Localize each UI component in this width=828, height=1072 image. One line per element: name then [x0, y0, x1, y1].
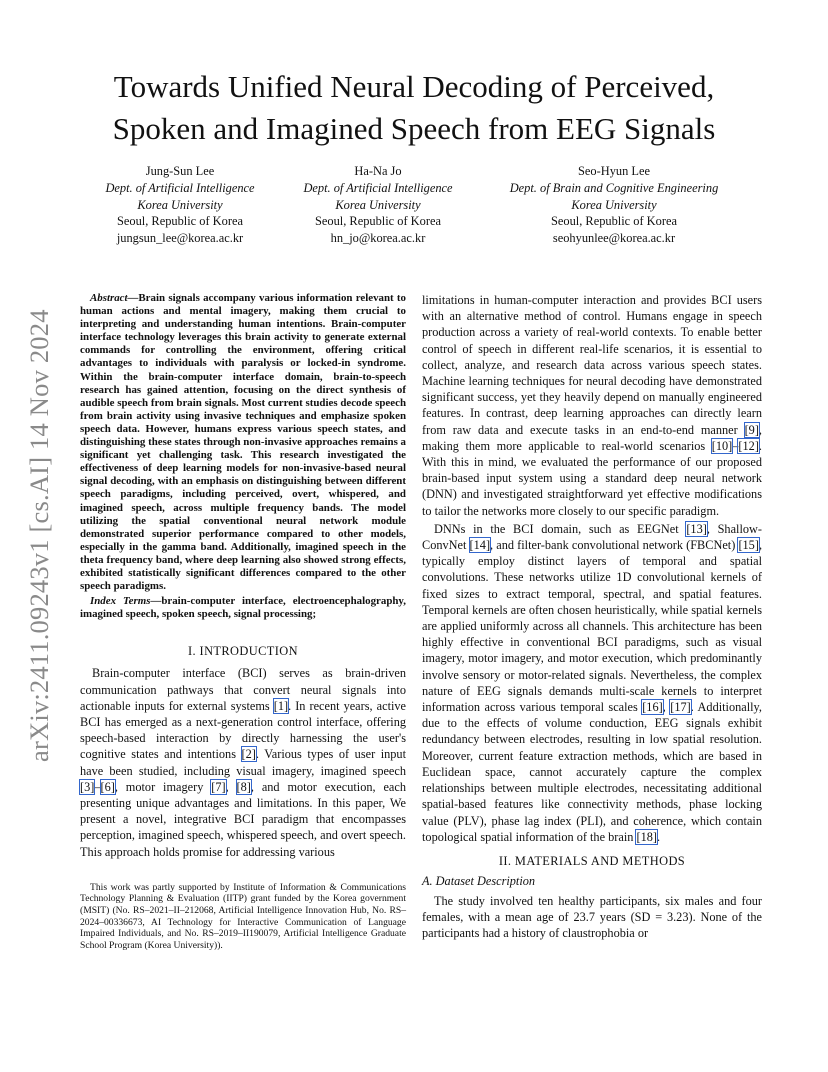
- author-email: seohyunlee@korea.ac.kr: [552, 231, 676, 246]
- citation-link[interactable]: [7]: [211, 779, 226, 794]
- paper-title: [60, 66, 768, 150]
- dataset-paragraph: The study involved ten healthy participants, six males and four females, with a mean age of 23.7 years (SD = 3.23). None of the participants had a history of claustrophobia or: [422, 893, 762, 941]
- right-column: [422, 292, 762, 942]
- author-university: Korea University: [571, 197, 657, 212]
- abstract-label: Abstract—: [90, 292, 139, 304]
- section-heading-methods: II. MATERIALS AND METHODS: [498, 853, 686, 868]
- section-heading-introduction: I. INTRODUCTION: [188, 644, 298, 659]
- abstract: [80, 292, 406, 593]
- title-line-2: Spoken and Imagined Speech from EEG Signals: [112, 111, 716, 146]
- index-terms: [80, 595, 406, 621]
- citation-link[interactable]: [12]: [738, 438, 759, 453]
- citation-link[interactable]: [13]: [686, 521, 707, 536]
- author-dept: Dept. of Brain and Cognitive Engineering: [509, 180, 719, 195]
- citation-link[interactable]: [6]: [100, 779, 115, 794]
- citation-link[interactable]: [18]: [636, 829, 657, 844]
- author-email: hn_jo@korea.ac.kr: [330, 231, 426, 246]
- author-location: Seoul, Republic of Korea: [117, 214, 243, 229]
- index-terms-label: Index Terms—: [90, 595, 162, 608]
- author-location: Seoul, Republic of Korea: [551, 214, 677, 229]
- author-location: Seoul, Republic of Korea: [315, 214, 441, 229]
- citation-link[interactable]: [14]: [469, 538, 491, 553]
- subsection-heading-dataset: A. Dataset Description: [422, 873, 536, 888]
- arxiv-identifier: arXiv:2411.09243v1 [cs.AI] 14 Nov 2024: [24, 309, 54, 762]
- title-line-1: Towards Unified Neural Decoding of Perceived,: [113, 69, 715, 104]
- intro-paragraph-1-continued: limitations in human-computer interaction and provides BCI users with an alternative method of control. Humans engage in speech production across a variety of real-world contexts. To enable better control of speech in different real-life scenarios, it is essential to collect, analyze, and research data across various speech states. Machine learning techniques for neural decoding have demonstrated significant success, yet they heavily depend on manually engineered features. In contrast, deep learning approaches can directly learn from raw data and execute tasks in an end-to-end manner [9], making them more applicable to real-world scenarios [10]–[12]. With this in mind, we evaluated the performance of our proposed brain-based input system using a standard deep neural network (DNN) and investigated straightforward yet effective modifications to tailor the networks more closely to our specific paradigm.: [422, 293, 762, 518]
- citation-link[interactable]: [8]: [236, 779, 251, 794]
- citation-link[interactable]: [9]: [744, 422, 759, 437]
- citation-link[interactable]: [2]: [241, 747, 256, 762]
- citation-link[interactable]: [15]: [738, 538, 759, 553]
- author-name: Ha-Na Jo: [354, 164, 402, 178]
- citation-link[interactable]: [10]: [711, 438, 733, 453]
- citation-link[interactable]: [1]: [273, 698, 289, 713]
- citation-link[interactable]: [17]: [670, 700, 691, 715]
- citation-link[interactable]: [16]: [642, 700, 663, 715]
- intro-paragraph-1: Brain-computer interface (BCI) serves as brain-driven communication pathways that convert neural signals into actionable inputs for external systems [1]. In recent years, active BCI has emerged as a next-generation control interface, offering speech-based interaction by directly harnessing the user's cognitive states and intentions [2]. Various types of user input have been studied, including visual imagery, imagined speech [3]–[6], motor imagery [7], [8], and motor execution, each presenting unique advantages and limitations. In this paper, We present a novel, integrative BCI paradigm that encompasses perception, imagined speech, whispered speech, and overt speech. This approach holds promise for addressing various: [80, 666, 407, 859]
- intro-paragraph-2: DNNs in the BCI domain, such as EEGNet [13], Shallow-ConvNet [14], and filter-bank convolutional network (FBCNet) [15], typically employ distinct layers of temporal and spatial convolutions. These networks utilize 1D convolutional kernels of fixed sizes to extract temporal, spectral, and spatial features. Temporal kernels are often chosen heuristically, while spatial kernels are applied uniformly across all channels. This architecture has been highly effective in conventional BCI paradigms, such as visual imagery, motor imagery, and motor execution, which predominantly involve sensory or motor-related signals. Nevertheless, the complex nature of EEG signals demands multi-scale kernels to interpret information across various temporal scales [16], [17]. Additionally, due to the effects of volume conduction, EEG signals exhibit redundancy between electrodes, resulting in low spatial resolution. Moreover, current feature extraction methods, which are based in Euclidean space, cannot accurately capture the complex relationships between multiple electrodes, necessitating additional spatial-based features like connectivity methods, phase locking value (PLV), phase lag index (PLI), and coherence, which contain topological spatial information of the brain [18].: [422, 521, 763, 844]
- author-dept: Dept. of Artificial Intelligence: [105, 180, 255, 195]
- author-block-2: [290, 163, 466, 247]
- left-column: [80, 292, 406, 951]
- author-name: Seo-Hyun Lee: [578, 164, 650, 178]
- author-block-1: [100, 163, 260, 247]
- abstract-text: Brain signals accompany various information relevant to human actions and mental imagery, making them crucial to interpreting and understanding human intentions. Brain-computer interface technology leverages this brain activity to generate external commands for controlling the environment, offering critical advantages to individuals with paralysis or locked-in syndrome. Within the brain-computer interface domain, brain-to-speech research has gained attention, focusing on the direct synthesis of audible speech from brain signals. Most current studies decode speech from brain activity using invasive techniques and emphasize spoken speech data. However, humans express various speech states, and distinguishing these states through non-invasive approaches remains a significant yet challenging task. This research investigated the effectiveness of deep learning models for non-invasive-based neural signal decoding, with an emphasis on distinguishing between different speech paradigms, including perceived, overt, whispered, and imagined speech, across multiple frequency bands. The model utilizing the spatial conventional neural network module demonstrated superior performance compared to other models, especially in the gamma band. Additionally, imagined speech in the theta frequency band, where deep learning also showed strong effects, exhibited statistically significant differences compared to the other speech paradigms.: [80, 292, 406, 593]
- author-university: Korea University: [335, 197, 421, 212]
- index-terms-text: brain-computer interface, electroencephalography, imagined speech, spoken speech, signal processing;: [80, 595, 406, 621]
- author-dept: Dept. of Artificial Intelligence: [303, 180, 453, 195]
- author-name: Jung-Sun Lee: [145, 164, 215, 178]
- author-block-3: [486, 163, 742, 247]
- author-university: Korea University: [137, 197, 223, 212]
- citation-link[interactable]: [3]: [80, 779, 95, 794]
- funding-footnote: This work was partly supported by Institute of Information & Communications Technology Planning & Evaluation (IITP) grant funded by the Korea government (MSIT) (No. RS–2021–II–212068, Artificial Intelligence Innovation Hub, No. RS–2024–00336673, AI Technology for Interactive Communication of Language Impaired Individuals, and No. RS–2019–II190079, Artificial Intelligence Graduate School Program (Korea University)).: [80, 881, 406, 951]
- author-email: jungsun_lee@korea.ac.kr: [116, 231, 244, 246]
